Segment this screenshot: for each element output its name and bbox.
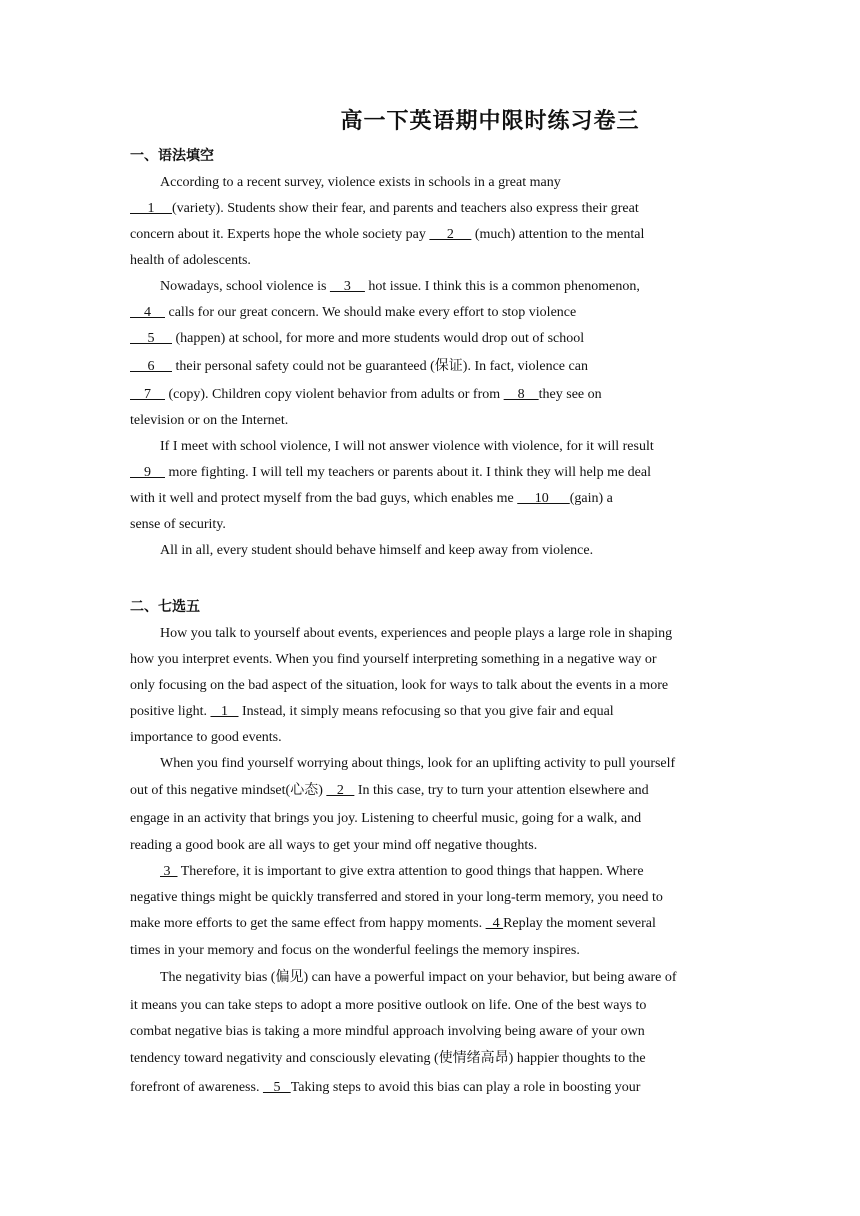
text-line — [160, 542, 770, 560]
text-segment: combat negative bias is taking a more mindful approach involving being aware of your own — [130, 1024, 645, 1039]
text-segment: they see on — [538, 387, 602, 402]
text-segment: with it well and protect myself from the bad guys, which enables me — [130, 491, 518, 506]
answer-blank: 9 — [130, 465, 165, 480]
text-line — [130, 915, 740, 933]
text-segment: calls for our great concern. We should make every effort to stop violence — [165, 305, 577, 320]
answer-blank: 4 — [485, 916, 504, 931]
text-segment: (gain) a — [569, 491, 613, 506]
text-line — [130, 782, 740, 800]
text-line — [160, 278, 770, 296]
text-segment: out of this negative mindset(心态) — [130, 783, 327, 798]
text-line — [130, 703, 740, 721]
text-segment: (variety). Students show their fear, and parents and teachers also express their great — [172, 201, 639, 216]
text-segment: Taking steps to avoid this bias can play a role in boosting your — [290, 1080, 641, 1095]
answer-blank: 4 — [130, 305, 165, 320]
text-segment: All in all, every student should behave himself and keep away from violence. — [160, 543, 594, 558]
text-line — [130, 942, 740, 960]
text-segment: According to a recent survey, violence exists in schools in a great many — [160, 175, 561, 190]
text-line — [130, 358, 740, 376]
text-segment: make more efforts to get the same effect from happy moments. — [130, 916, 486, 931]
answer-blank: 2 — [429, 227, 472, 242]
answer-blank: 5 — [130, 331, 172, 346]
text-segment: their personal safety could not be guaranteed (保证). In fact, violence can — [172, 359, 588, 374]
text-segment: (copy). Children copy violent behavior from adults or from — [165, 387, 504, 402]
text-segment: times in your memory and focus on the wonderful feelings the memory inspires. — [130, 943, 580, 958]
answer-blank: 10 — [517, 491, 570, 506]
text-line — [130, 330, 740, 348]
answer-blank: 6 — [130, 359, 172, 374]
text-segment: only focusing on the bad aspect of the situation, look for ways to talk about the events in a more — [130, 678, 669, 693]
text-segment: reading a good book are all ways to get your mind off negative thoughts. — [130, 838, 538, 853]
text-segment: Instead, it simply means refocusing so that you give fair and equal — [238, 704, 614, 719]
text-line — [130, 252, 740, 270]
text-line — [160, 863, 770, 881]
text-line — [130, 1079, 740, 1097]
text-segment: more fighting. I will tell my teachers or parents about it. I think they will help me deal — [165, 465, 651, 480]
text-segment: Therefore, it is important to give extra attention to good things that happen. Where — [177, 864, 644, 879]
section-heading-seven-choose-five: 二、七选五 — [130, 599, 200, 615]
text-segment: sense of security. — [130, 517, 226, 532]
text-segment: television or on the Internet. — [130, 413, 289, 428]
text-line — [130, 386, 740, 404]
text-segment: tendency toward negativity and consciously elevating (使情绪高昂) happier thoughts to the — [130, 1051, 646, 1066]
text-line — [130, 651, 740, 669]
text-line — [160, 174, 770, 192]
answer-blank: 7 — [130, 387, 165, 402]
text-segment: how you interpret events. When you find yourself interpreting something in a negative way or — [130, 652, 657, 667]
text-line — [130, 997, 740, 1015]
text-line — [130, 304, 740, 322]
text-segment: negative things might be quickly transferred and stored in your long-term memory, you need to — [130, 890, 663, 905]
text-segment: The negativity bias (偏见) can have a powerful impact on your behavior, but being aware of — [160, 970, 677, 985]
text-line — [130, 516, 740, 534]
text-line — [130, 729, 740, 747]
text-line — [130, 464, 740, 482]
text-segment: positive light. — [130, 704, 211, 719]
text-segment: If I meet with school violence, I will not answer violence with violence, for it will result — [160, 439, 654, 454]
text-segment: engage in an activity that brings you joy. Listening to cheerful music, going for a walk, and — [130, 811, 642, 826]
answer-blank: 1 — [130, 201, 172, 216]
text-line — [130, 226, 740, 244]
text-line — [130, 200, 740, 218]
text-line — [130, 677, 740, 695]
text-segment: In this case, try to turn your attention elsewhere and — [354, 783, 649, 798]
text-line — [130, 1050, 740, 1068]
text-line — [160, 969, 770, 987]
answer-blank: 3 — [329, 279, 365, 294]
text-segment: How you talk to yourself about events, experiences and people plays a large role in shaping — [160, 626, 673, 641]
answer-blank: 5 — [262, 1080, 291, 1095]
text-segment: (much) attention to the mental — [471, 227, 645, 242]
text-segment: health of adolescents. — [130, 253, 251, 268]
page-title: 高一下英语期中限时练习卷三 — [340, 109, 640, 134]
text-line — [130, 889, 740, 907]
answer-blank: 3 — [160, 864, 178, 879]
text-segment: Nowadays, school violence is — [160, 279, 330, 294]
text-segment: Replay the moment several — [503, 916, 656, 931]
text-segment: (happen) at school, for more and more students would drop out of school — [172, 331, 585, 346]
text-segment: importance to good events. — [130, 730, 282, 745]
answer-blank: 8 — [503, 387, 539, 402]
text-line — [130, 810, 740, 828]
text-line — [130, 1023, 740, 1041]
answer-blank: 2 — [326, 783, 355, 798]
section-heading-grammar: 一、语法填空 — [130, 148, 214, 164]
text-line — [160, 755, 770, 773]
text-segment: When you find yourself worrying about things, look for an uplifting activity to pull yourself — [160, 756, 676, 771]
text-segment: concern about it. Experts hope the whole society pay — [130, 227, 430, 242]
text-segment: forefront of awareness. — [130, 1080, 263, 1095]
text-segment: it means you can take steps to adopt a more positive outlook on life. One of the best ways to — [130, 998, 647, 1013]
text-line — [160, 438, 770, 456]
text-line — [160, 625, 770, 643]
text-segment: hot issue. I think this is a common phenomenon, — [364, 279, 640, 294]
text-line — [130, 837, 740, 855]
text-line — [130, 490, 740, 508]
text-line — [130, 412, 740, 430]
answer-blank: 1 — [210, 704, 239, 719]
